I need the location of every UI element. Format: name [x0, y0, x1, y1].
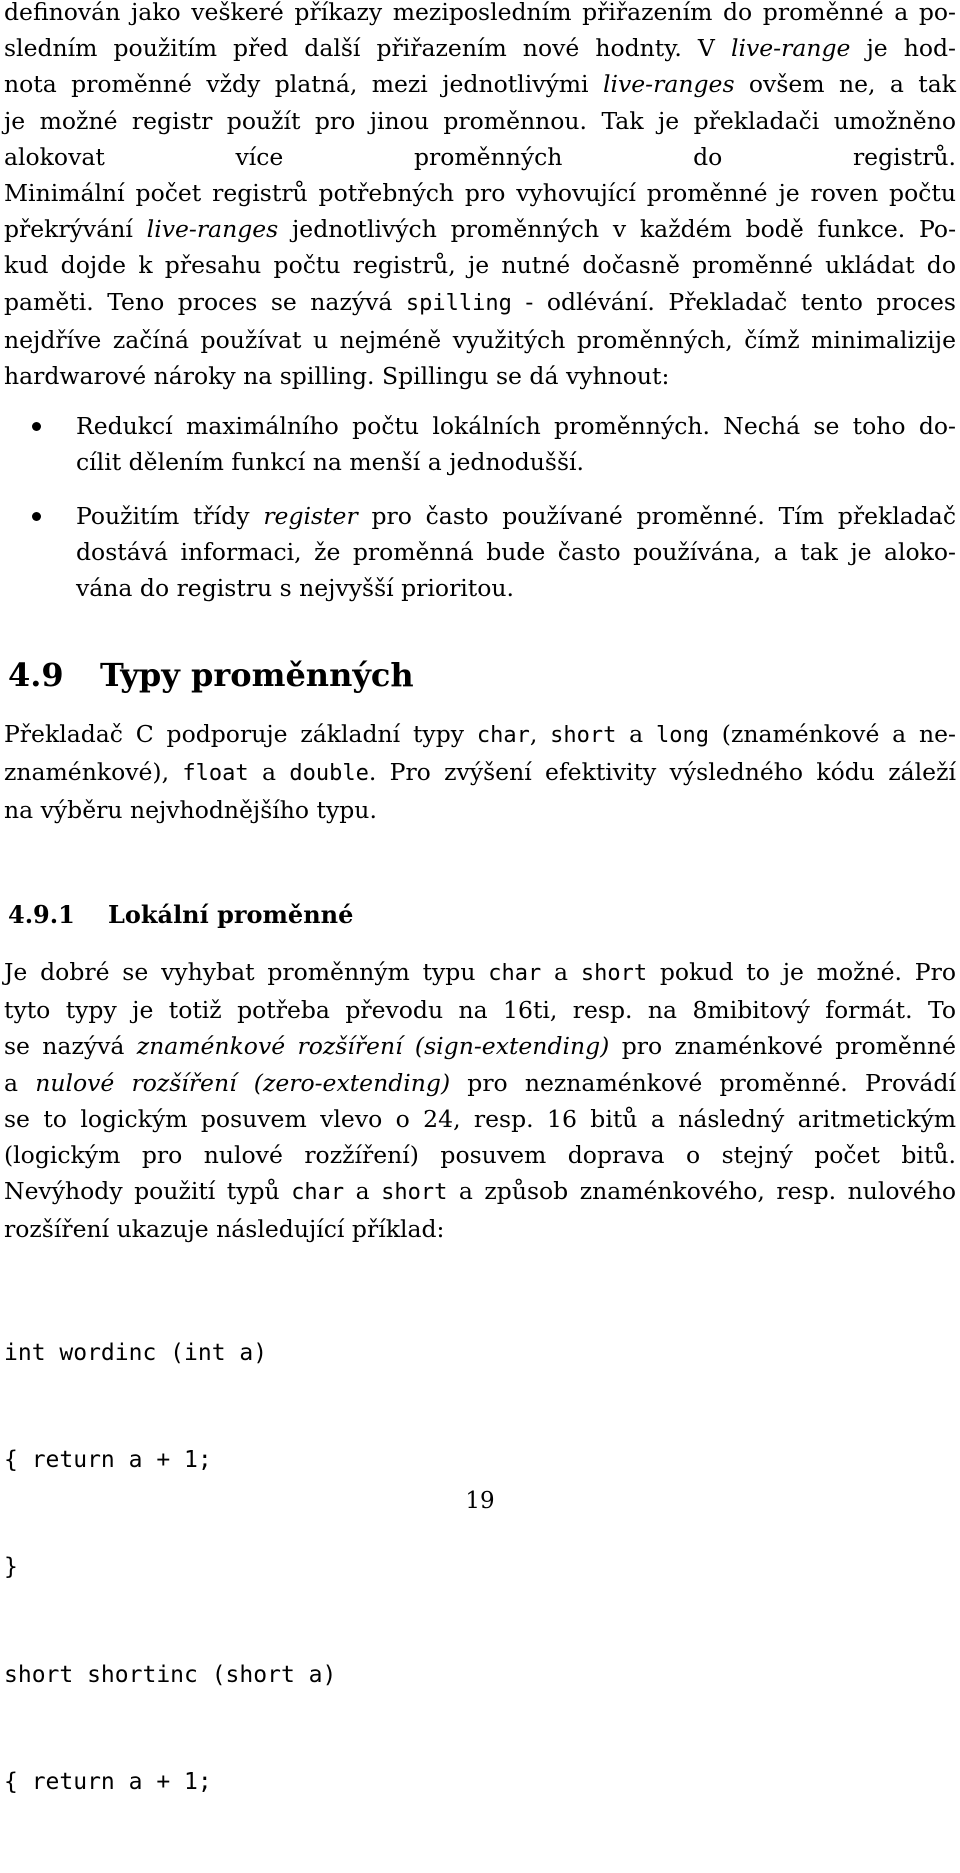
inline-code: float [182, 761, 249, 787]
paragraph-local-variables [4, 954, 956, 1248]
emphasis: register [263, 502, 358, 530]
page-number: 19 [465, 1488, 495, 1514]
list-item [4, 498, 956, 607]
text-line: se nazývá znaménkové rozšíření (sign-extending) pro znaménkové proměnné [4, 1032, 956, 1061]
inline-code: short [550, 723, 617, 748]
code-line: short shortinc (short a) [4, 1661, 337, 1688]
inline-code: double [289, 761, 369, 787]
text-line: překrývání live-ranges jednotlivých proměnných v každém bodě funkce. Po- [4, 215, 957, 244]
text-line: hardwarové nároky na spilling. Spillingu se dá vyhnout: [4, 362, 670, 391]
text-line: Překladač C podporuje základní typy char, short a long (znaménkové a ne- [4, 720, 956, 748]
text-line: kud dojde k přesahu počtu registrů, je nutné dočasně proměnné ukládat do [4, 251, 956, 280]
text-line: Minimální počet registrů potřebných pro vyhovující proměnné je roven počtu [4, 179, 956, 208]
text-line: definován jako veškeré příkazy meziposledním přiřazením do proměnné a po- [4, 0, 956, 26]
inline-code: char [488, 961, 542, 986]
text-line: a nulové rozšíření (zero-extending) pro neznaménkové proměnné. Provádí [4, 1068, 956, 1097]
text-line: (logickým pro nulové rozžíření) posuvem doprava o stejný počet bitů. [4, 1141, 956, 1170]
subsection-title: Lokální proměnné [108, 900, 354, 929]
subsection-heading [8, 900, 353, 929]
text-line: nota proměnné vždy platná, mezi jednotlivými live-ranges ovšem ne, a tak [4, 70, 956, 99]
bullet-icon [32, 512, 41, 521]
emphasis: nulové rozšíření (zero-extending) [35, 1068, 451, 1097]
code-line: } [4, 1554, 18, 1581]
code-line: int wordinc (int a) [4, 1339, 268, 1366]
text-line: cílit dělením funkcí na menší a jednodušší. [76, 448, 585, 477]
text-line: Použitím třídy register pro často používané proměnné. Tím překladač [76, 502, 956, 530]
section-number: 4.9 [8, 656, 64, 694]
paragraph-types [4, 716, 956, 829]
text-line: tyto typy je totiž potřeba převodu na 16ti, resp. na 8mibitový formát. To [4, 996, 956, 1025]
list-item [4, 408, 956, 480]
inline-code: spilling [405, 290, 512, 316]
list-item-text [76, 498, 956, 607]
list-item-text [76, 408, 956, 480]
text-line: dostává informaci, že proměnná bude často používána, a tak je aloko- [76, 538, 956, 567]
text-line: se to logickým posuvem vlevo o 24, resp. 16 bitů a následný aritmetickým [4, 1104, 956, 1133]
inline-code: short [580, 961, 648, 986]
paragraph-spilling [4, 0, 956, 394]
subsection-number: 4.9.1 [8, 900, 75, 929]
text-line: znaménkové), float a double. Pro zvýšení efektivity výsledného kódu záleží [4, 758, 956, 787]
text-line: paměti. Teno proces se nazývá spilling - odlévání. Překladač tento proces [4, 287, 956, 316]
text-line: vána do registru s nejvyšší prioritou. [76, 574, 515, 603]
text-line: sledním použitím před další přiřazením nové hodnty. V live-range je hod- [4, 34, 956, 63]
bullet-icon [32, 422, 41, 431]
emphasis: znaménkové rozšíření (sign-extending) [136, 1032, 610, 1061]
emphasis: live-range [730, 34, 851, 63]
code-listing [4, 1264, 336, 1873]
inline-code: char [291, 1180, 345, 1206]
text-line: na výběru nejvhodnějšího typu. [4, 796, 377, 825]
code-line: { return a + 1; [4, 1769, 212, 1796]
text-line: rozšíření ukazuje následující příklad: [4, 1215, 445, 1244]
text-line: nejdříve začíná používat u nejméně využitých proměnných, čímž minimalizije [4, 325, 956, 354]
inline-code: short [381, 1180, 448, 1206]
text-line: alokovat více proměnných do registrů. [4, 142, 956, 171]
inline-code: long [655, 723, 709, 748]
emphasis: live-ranges [602, 70, 735, 99]
text-line: Redukcí maximálního počtu lokálních proměnných. Nechá se toho do- [76, 412, 956, 440]
section-title: Typy proměnných [100, 656, 414, 694]
text-line: Nevýhody použití typů char a short a způsob znaménkového, resp. nulového [4, 1177, 956, 1206]
bullet-list [4, 408, 956, 607]
code-line: { return a + 1; [4, 1446, 212, 1473]
emphasis: live-ranges [146, 215, 279, 244]
inline-code: char [476, 723, 530, 748]
text-line: je možné registr použít pro jinou proměnnou. Tak je překladači umožněno [4, 106, 956, 135]
text-line: Je dobré se vyhybat proměnným typu char a short pokud to je možné. Pro [4, 958, 956, 986]
section-heading [8, 656, 414, 694]
